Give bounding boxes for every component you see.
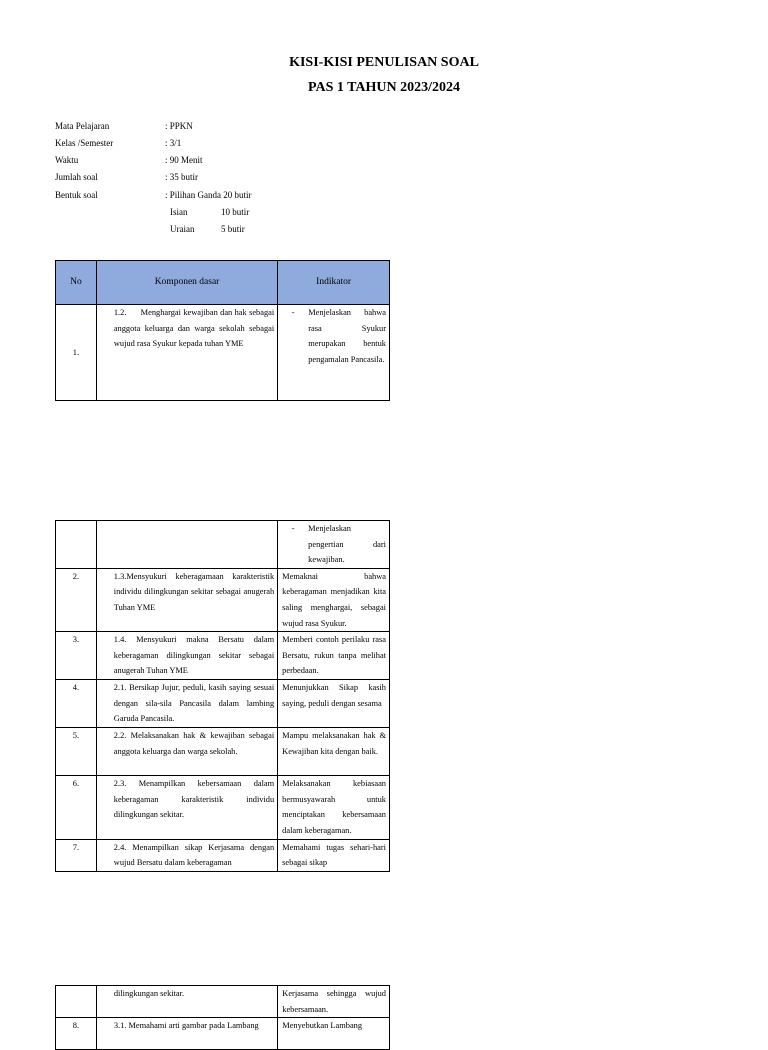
table-row bbox=[56, 521, 390, 569]
kisi-table-part1 bbox=[55, 260, 390, 401]
indikator-text: Menjelaskan pengertian dari kewajiban. bbox=[308, 524, 386, 565]
row-indikator: Memahami tugas sehari-hari sebagai sikap bbox=[278, 839, 390, 871]
row-number bbox=[56, 521, 97, 569]
info-label: Bentuk soal bbox=[55, 190, 98, 200]
bentuk-sub-isian bbox=[170, 204, 250, 221]
row-indikator: Menyebutkan Lambang bbox=[278, 1018, 390, 1050]
table-row bbox=[56, 632, 390, 680]
row-komponen-dasar: 2.3. Menampilkan kebersamaan dalam keberagaman karakteristik individu dilingkungan sekitar. bbox=[96, 776, 277, 839]
bentuk-sub-label: Isian bbox=[170, 207, 188, 217]
table-row bbox=[56, 305, 390, 401]
table-row bbox=[56, 728, 390, 776]
row-number: 5. bbox=[56, 728, 97, 776]
row-indikator: Mampu melaksanakan hak & Kewajiban kita dengan baik. bbox=[278, 728, 390, 776]
document-subtitle: PAS 1 TAHUN 2023/2024 bbox=[307, 80, 461, 95]
table-row bbox=[56, 839, 390, 871]
row-indikator bbox=[278, 521, 390, 569]
header-no: No bbox=[56, 261, 97, 305]
row-number: 2. bbox=[56, 568, 97, 631]
row-number bbox=[56, 986, 97, 1018]
table-header-row bbox=[56, 261, 390, 305]
row-komponen-dasar: 1.3.Mensyukuri keberagamaan karakteristik individu dilingkungan sekitar sebagai anugerah Tuhan YME bbox=[96, 568, 277, 631]
document-title: KISI-KISI PENULISAN SOAL bbox=[289, 55, 479, 70]
table-row bbox=[56, 1018, 390, 1050]
info-value: : Pilihan Ganda 20 butir bbox=[165, 190, 252, 200]
row-indikator: Menunjukkan Sikap kasih saying, peduli dengan sesama bbox=[278, 680, 390, 728]
row-number: 7. bbox=[56, 839, 97, 871]
table-row bbox=[56, 568, 390, 631]
row-indikator: Melaksanakan kebiasaan bermusyawarah untuk menciptakan kebersamaan dalam keberagaman. bbox=[278, 776, 390, 839]
row-number: 4. bbox=[56, 680, 97, 728]
bentuk-sub-count: 10 butir bbox=[221, 207, 250, 217]
row-number: 8. bbox=[56, 1018, 97, 1050]
row-indikator: Kerjasama sehingga wujud kebersamaan. bbox=[278, 986, 390, 1018]
kisi-table-part3 bbox=[55, 985, 390, 1050]
indikator-text: Menjelaskan bahwa rasa Syukur merupakan bentuk pengamalan Pancasila. bbox=[308, 308, 386, 364]
info-value: : 3/1 bbox=[165, 138, 182, 148]
info-value: : PPKN bbox=[165, 121, 193, 131]
table-row bbox=[56, 776, 390, 839]
row-number: 1. bbox=[56, 305, 97, 401]
row-number: 6. bbox=[56, 776, 97, 839]
row-indikator bbox=[278, 305, 390, 401]
bullet-dash: - bbox=[291, 524, 295, 533]
bentuk-sub-uraian bbox=[170, 221, 245, 238]
row-komponen-dasar: 2.1. Bersikap Jujur, peduli, kasih saying sesuai dengan sila-sila Pancasila dalam lambing Garuda Pancasila. bbox=[96, 680, 277, 728]
info-value: : 35 butir bbox=[165, 172, 198, 182]
table-row bbox=[56, 680, 390, 728]
header-indikator: Indikator bbox=[278, 261, 390, 305]
info-label: Kelas /Semester bbox=[55, 138, 114, 148]
kisi-table-part2 bbox=[55, 520, 390, 872]
row-komponen-dasar: 1.2. Menghargai kewajiban dan hak sebagai anggota keluarga dan warga sekolah sebagai wujud rasa Syukur kepada tuhan YME bbox=[96, 305, 277, 401]
row-komponen-dasar: 2.2. Melaksanakan hak & kewajiban sebagai anggota keluarga dan warga sekolah. bbox=[96, 728, 277, 776]
row-komponen-dasar bbox=[96, 521, 277, 569]
bentuk-sub-label: Uraian bbox=[170, 224, 195, 234]
row-indikator: Memaknai bahwa keberagaman menjadikan kita saling menghargai, sebagai wujud rasa Syukur. bbox=[278, 568, 390, 631]
info-label: Mata Pelajaran bbox=[55, 121, 110, 131]
row-komponen-dasar: 2.4. Menampilkan sikap Kerjasama dengan wujud Bersatu dalam keberagaman bbox=[96, 839, 277, 871]
info-label: Jumlah soal bbox=[55, 172, 98, 182]
info-value: : 90 Menit bbox=[165, 155, 203, 165]
row-komponen-dasar: 3.1. Memahami arti gambar pada Lambang bbox=[96, 1018, 277, 1050]
bullet-dash: - bbox=[291, 308, 295, 317]
bentuk-sub-count: 5 butir bbox=[221, 224, 245, 234]
row-indikator: Memberi contoh perilaku rasa Bersatu, rukun tanpa melihat perbedaan. bbox=[278, 632, 390, 680]
table-row bbox=[56, 986, 390, 1018]
row-komponen-dasar: 1.4. Mensyukuri makna Bersatu dalam keberagaman dilingkungan sekitar sebagai anugerah Tuhan YME bbox=[96, 632, 277, 680]
info-label: Waktu bbox=[55, 155, 79, 165]
row-number: 3. bbox=[56, 632, 97, 680]
row-komponen-dasar: dilingkungan sekitar. bbox=[96, 986, 277, 1018]
header-komponen-dasar: Komponen dasar bbox=[96, 261, 277, 305]
